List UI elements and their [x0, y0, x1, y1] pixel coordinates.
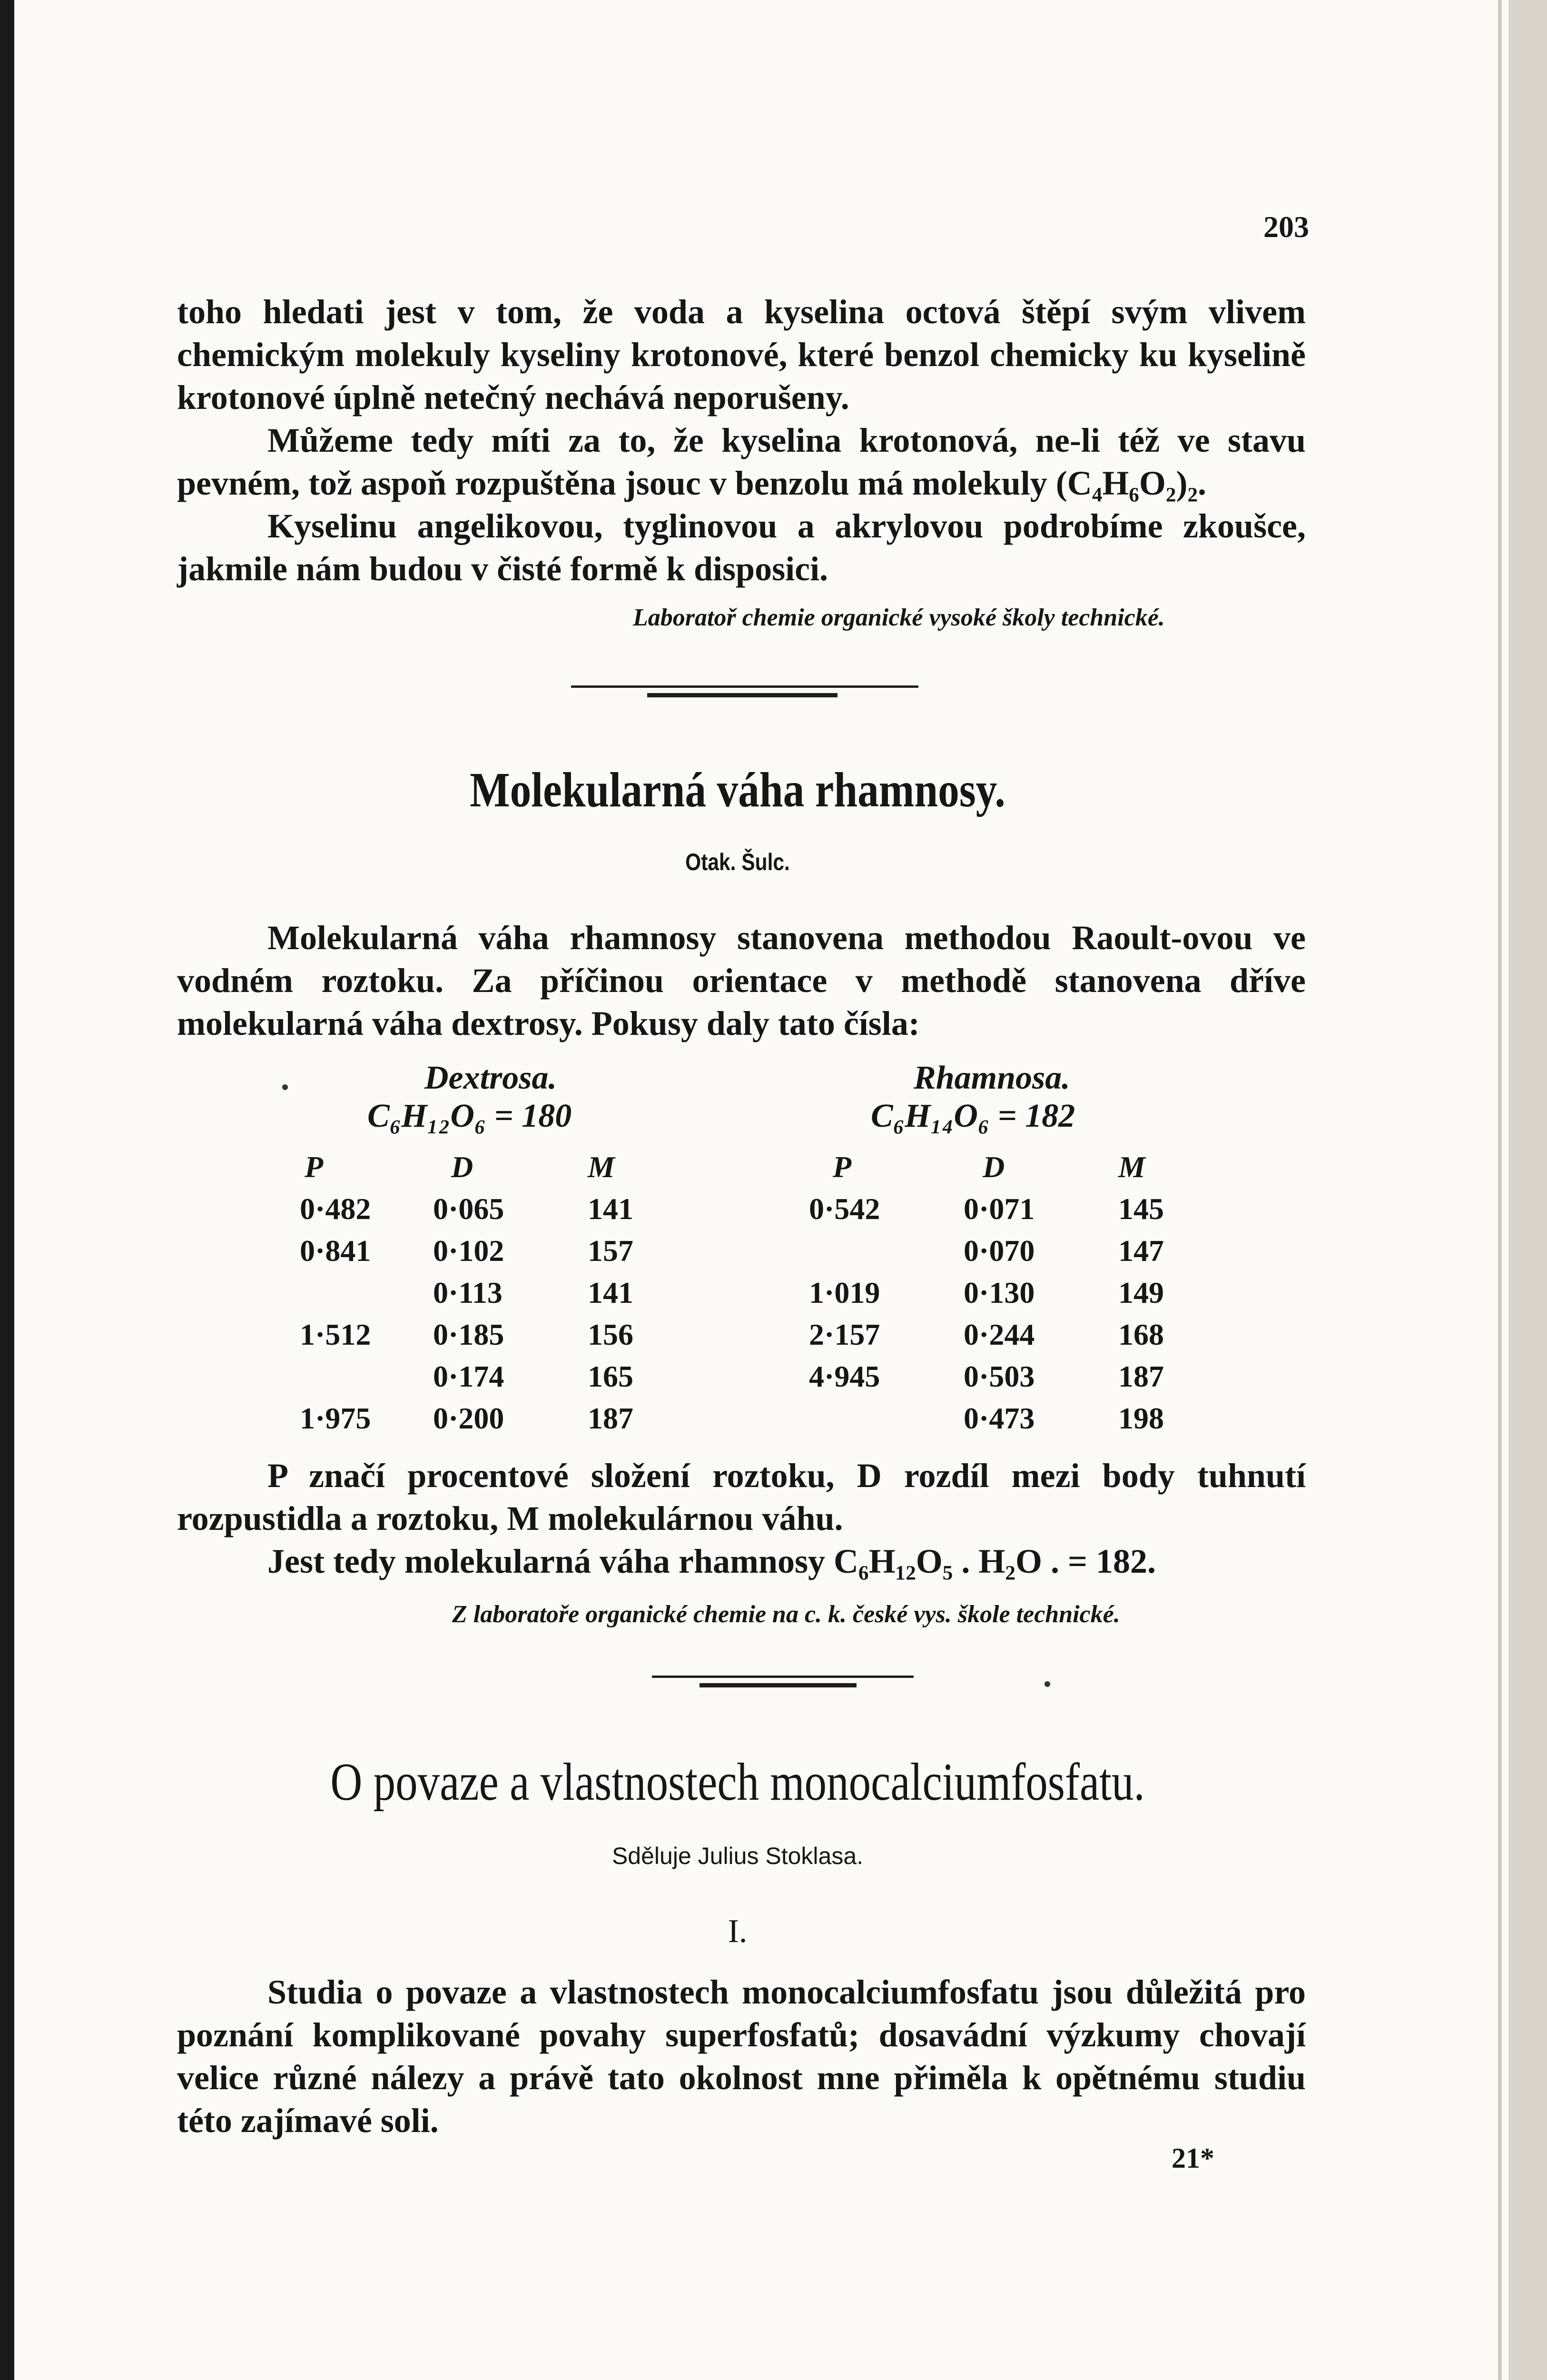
- article-author-sulc: Otak. Šulc.: [685, 849, 790, 875]
- table-cell-d: 0·113: [433, 1276, 503, 1309]
- table-cell-p: 0·841: [300, 1234, 371, 1268]
- print-speck: [282, 1084, 288, 1090]
- article-title-rhamnosa: Molekularná váha rhamnosy.: [470, 763, 1005, 817]
- column-header-m: M: [1118, 1150, 1145, 1184]
- signature-mark: 21*: [1172, 2142, 1214, 2174]
- table-cell-p: 1·019: [809, 1276, 880, 1309]
- rhamnosa-label: Rhamnosa.: [914, 1060, 1070, 1096]
- scan-fold-line: [1498, 0, 1502, 2380]
- rhamnosa-formula: C₆H₁₄O₆ = 182: [871, 1098, 1075, 1134]
- column-header-d: D: [983, 1150, 1005, 1184]
- dextrosa-formula: C₆H₁₂O₆ = 180: [367, 1098, 572, 1134]
- table-cell-d: 0·473: [964, 1401, 1035, 1435]
- paragraph-continuation: toho hledati jest v tom, že voda a kyselina octová štěpí svým vlivem chemickým molekuly kyseliny krotonové, které benzol chemicky ku kyselině krotonové úplně netečný nechává neporušeny.: [177, 293, 1306, 416]
- table-cell-m: 145: [1118, 1192, 1164, 1226]
- paragraph-conclusion: Jest tedy molekularná váha rhamnosy C₆H₁₂O₅ . H₂O . = 182.: [267, 1542, 1156, 1580]
- table-row: [809, 1398, 1213, 1439]
- paragraph-angelic-acid: Kyselinu angelikovou, tyglinovou a akrylovou podrobíme zkoušce, jakmile nám budou v čisté formě k disposici.: [177, 507, 1306, 588]
- table-cell-m: 149: [1118, 1276, 1164, 1309]
- table-cell-d: 0·244: [964, 1318, 1035, 1351]
- table-row: [809, 1230, 1213, 1272]
- table-row: [300, 1356, 683, 1398]
- table-cell-d: 0·130: [964, 1276, 1035, 1309]
- separator-rule-2-thick: [700, 1683, 857, 1687]
- table-cell-p: [300, 1356, 433, 1398]
- scan-right-margin: [1508, 0, 1547, 2380]
- column-header-p: P: [833, 1150, 852, 1184]
- column-header-p: P: [305, 1150, 324, 1184]
- column-header-d: D: [451, 1150, 473, 1184]
- paragraph-molecules: Můžeme tedy míti za to, že kyselina krotonová, ne-li též ve stavu pevném, tož aspoň rozpuštěna jsouc v benzolu má molekuly (C₄H₆O₂)₂.: [177, 421, 1306, 502]
- table-cell-d: 0·200: [433, 1401, 504, 1435]
- table-cell-p: 0·482: [300, 1192, 371, 1226]
- table-cell-p: 1·512: [300, 1318, 371, 1351]
- table-cell-d: 0·071: [964, 1192, 1035, 1226]
- table-cell-d: 0·070: [964, 1234, 1035, 1268]
- table-row: [300, 1272, 683, 1314]
- table-cell-m: 157: [588, 1234, 633, 1268]
- page-number: 203: [1263, 210, 1309, 244]
- table-row: [809, 1188, 1213, 1230]
- table-cell-m: 198: [1118, 1401, 1164, 1435]
- table-row: [300, 1230, 683, 1272]
- table-cell-p: 1·975: [300, 1401, 371, 1435]
- table-cell-p: 0·542: [809, 1192, 880, 1226]
- section-number: I.: [728, 1913, 748, 1950]
- table-cell-d: 0·065: [433, 1192, 504, 1226]
- article-author-stoklasa: Sděluje Julius Stoklasa.: [611, 1843, 864, 1869]
- table-cell-m: 187: [1118, 1359, 1164, 1393]
- table-cell-m: 141: [588, 1276, 633, 1309]
- table-header-row: [809, 1146, 1213, 1188]
- print-speck: [1044, 1681, 1050, 1687]
- paragraph-legend: P značí procentové složení roztoku, D rozdíl mezi body tuhnutí rozpustidla a roztoku, M molekulárnou váhu.: [177, 1457, 1306, 1537]
- table-row: [300, 1314, 683, 1356]
- table-cell-m: 187: [588, 1401, 633, 1435]
- table-cell-m: 165: [588, 1359, 633, 1393]
- table-cell-d: 0·503: [964, 1359, 1035, 1393]
- table-cell-m: 168: [1118, 1318, 1164, 1351]
- lab-note-2: Z laboratoře organické chemie na c. k. české vys. škole technické.: [452, 1601, 1120, 1628]
- table-cell-m: 147: [1118, 1234, 1164, 1268]
- paragraph-intro: Molekularná váha rhamnosy stanovena methodou Raoult-ovou ve vodném roztoku. Za příčinou orientace v methodě stanovena dříve molekularná váha dextrosy. Pokusy daly tato čísla:: [177, 919, 1306, 1042]
- table-cell-d: 0·185: [433, 1318, 504, 1351]
- table-row: [300, 1398, 683, 1439]
- table-cell-p: 2·157: [809, 1318, 880, 1351]
- dextrosa-table: [300, 1146, 683, 1439]
- table-cell-d: 0·102: [433, 1234, 504, 1268]
- table-cell-d: 0·174: [433, 1359, 504, 1393]
- scan-left-edge: [0, 0, 14, 2380]
- table-cell-p: 4·945: [809, 1359, 880, 1393]
- lab-note-1: Laboratoř chemie organické vysoké školy technické.: [633, 604, 1165, 631]
- table-cell-p: [300, 1272, 433, 1314]
- table-header-row: [300, 1146, 683, 1188]
- rhamnosa-table: [809, 1146, 1213, 1439]
- table-cell-m: 156: [588, 1318, 633, 1351]
- table-row: [809, 1272, 1213, 1314]
- table-row: [809, 1314, 1213, 1356]
- dextrosa-label: Dextrosa.: [424, 1060, 557, 1096]
- table-cell-m: 141: [588, 1192, 633, 1226]
- paragraph-studia: Studia o povaze a vlastnostech monocalciumfosfatu jsou důležitá pro poznání komplikované povahy superfosfatů; dosavádní výzkumy chovají velice různé nálezy a právě tato okolnost mne přiměla k opětnému studiu této zajímavé soli.: [177, 1973, 1306, 2140]
- table-row: [300, 1188, 683, 1230]
- article-title-monocalciumfosfat: O povaze a vlastnostech monocalciumfosfatu.: [330, 1753, 1145, 1812]
- table-cell-p: [809, 1230, 964, 1272]
- table-cell-p: [809, 1398, 964, 1439]
- separator-rule-1-thick: [647, 693, 838, 697]
- table-row: [809, 1356, 1213, 1398]
- separator-rule-1: [571, 685, 918, 688]
- separator-rule-2: [652, 1676, 914, 1678]
- column-header-m: M: [588, 1150, 615, 1184]
